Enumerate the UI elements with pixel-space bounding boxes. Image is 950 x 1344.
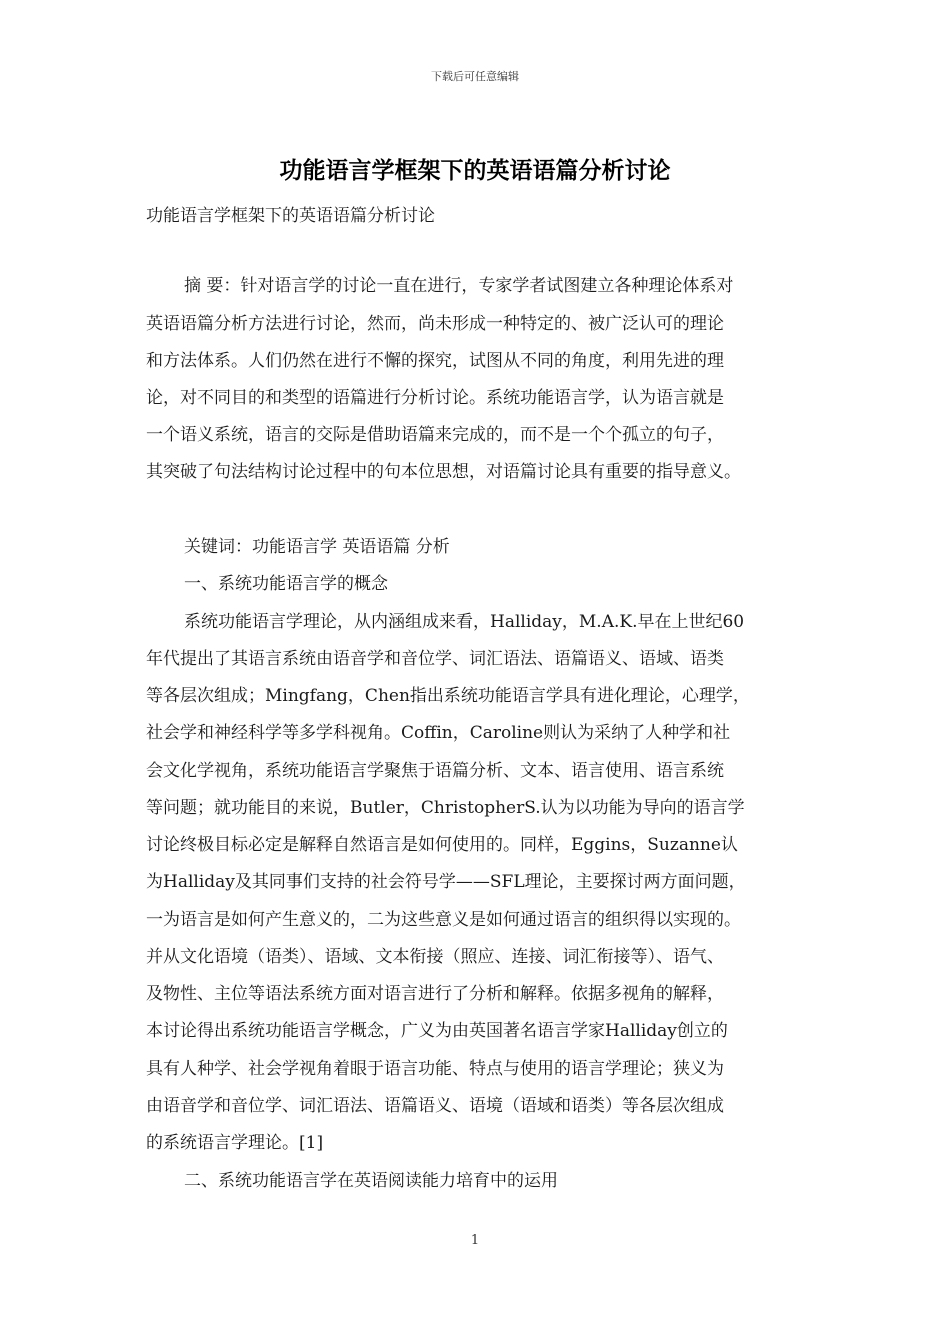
page-number: 1 — [470, 1233, 480, 1248]
body-line: 会文化学视角，系统功能语言学聚焦于语篇分析、文本、语言使用、语言系统 — [146, 761, 724, 781]
body-line: 并从文化语境（语类）、语域、文本衔接（照应、连接、词汇衔接等）、语气、 — [146, 947, 724, 967]
body-line: 本讨论得出系统功能语言学概念，广义为由英国著名语言学家Halliday创立的 — [146, 1021, 728, 1041]
body-line: 的系统语言学理论。[1] — [146, 1133, 324, 1153]
body-line: 讨论终极目标必定是解释自然语言是如何使用的。同样，Eggins，Suzanne认 — [146, 835, 738, 855]
section-heading: 一、系统功能语言学的概念 — [184, 574, 388, 594]
document-title: 功能语言学框架下的英语语篇分析讨论 — [279, 157, 671, 184]
body-line: 为Halliday及其同事们支持的社会符号学——SFL理论，主要探讨两方面问题， — [146, 872, 746, 892]
section-heading: 二、系统功能语言学在英语阅读能力培育中的运用 — [184, 1171, 558, 1191]
abstract-line: 英语语篇分析方法进行讨论，然而，尚未形成一种特定的、被广泛认可的理论 — [146, 314, 724, 334]
body-line: 年代提出了其语言系统由语音学和音位学、词汇语法、语篇语义、语域、语类 — [146, 649, 724, 669]
document-subtitle: 功能语言学框架下的英语语篇分析讨论 — [146, 206, 435, 226]
body-line: 系统功能语言学理论，从内涵组成来看，Halliday，M.A.K.早在上世纪60 — [184, 612, 745, 632]
body-line: 及物性、主位等语法系统方面对语言进行了分析和解释。依据多视角的解释， — [146, 984, 724, 1004]
body-line: 社会学和神经科学等多学科视角。Coffin，Caroline则认为采纳了人种学和社 — [146, 723, 731, 743]
keywords-line: 关键词：功能语言学 英语语篇 分析 — [184, 537, 450, 557]
abstract-line: 一个语义系统，语言的交际是借助语篇来完成的，而不是一个个孤立的句子， — [146, 425, 724, 445]
abstract-line: 和方法体系。人们仍然在进行不懈的探究，试图从不同的角度，利用先进的理 — [146, 351, 724, 371]
body-line: 一为语言是如何产生意义的，二为这些意义是如何通过语言的组织得以实现的。 — [146, 910, 741, 930]
body-line: 由语音学和音位学、词汇语法、语篇语义、语境（语域和语类）等各层次组成 — [146, 1096, 724, 1116]
abstract-line: 摘 要：针对语言学的讨论一直在进行，专家学者试图建立各种理论体系对 — [184, 276, 734, 296]
body-line: 等各层次组成；Mingfang，Chen指出系统功能语言学具有进化理论，心理学， — [146, 686, 750, 706]
body-line: 等问题；就功能目的来说，Butler，ChristopherS.认为以功能为导向的语言学 — [146, 798, 745, 818]
header-note: 下载后可任意编辑 — [431, 70, 519, 83]
abstract-line: 论，对不同目的和类型的语篇进行分析讨论。系统功能语言学，认为语言就是 — [146, 388, 724, 408]
body-line: 具有人种学、社会学视角着眼于语言功能、特点与使用的语言学理论；狭义为 — [146, 1059, 724, 1079]
abstract-line: 其突破了句法结构讨论过程中的句本位思想，对语篇讨论具有重要的指导意义。 — [146, 462, 741, 482]
